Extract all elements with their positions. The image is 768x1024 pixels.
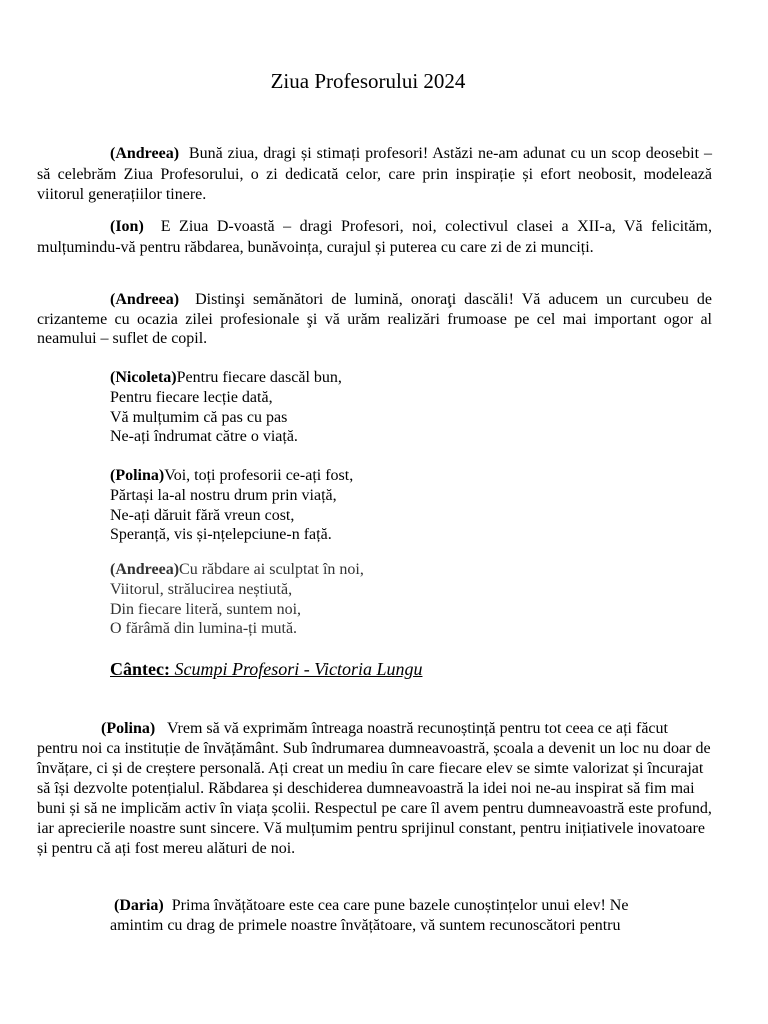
paragraph-ion xyxy=(37,217,712,258)
speaker-label: (Ion) xyxy=(110,218,144,235)
speaker-label: (Nicoleta) xyxy=(110,369,177,386)
verse-line: Ne-ați dăruit fără vreun cost, xyxy=(110,506,295,524)
verse-nicoleta xyxy=(110,368,342,447)
song-title: Scumpi Profesori - Victoria Lungu xyxy=(174,659,423,679)
song-label: Cântec: xyxy=(110,659,170,679)
paragraph-text: Vrem să vă exprimăm întreaga noastră recunoștință pentru tot ceea ce ați făcut pentru noi ca instituție de învățământ. Sub îndrumarea dumneavoastră, școala a devenit un loc nu doar de învățare, ci și de creștere personală. Ați creat un mediu în care fiecare elev se simte valorizat și încurajat să își dezvolte potențialul. Răbdarea și deschiderea dumneavoastră la idei noi ne-au inspirat să fim mai buni și să ne implicăm activ în viața școlii. Respectul pe care îl avem pentru dumneavoastră este profund, iar aprecierile noastre sunt sincere. Vă mulțumim pentru sprijinul constant, pentru inițiativele inovatoare și pentru că ați fost mereu alături de noi. xyxy=(37,720,712,857)
paragraph-andreea-1 xyxy=(37,144,712,206)
verse-line: Din fiecare literă, suntem noi, xyxy=(110,600,302,618)
verse-line: Speranță, vis și-nțelepciune-n față. xyxy=(110,526,332,544)
paragraph-daria: (Daria) Prima învățătoare este cea care pune bazele cunoștințelor unui elev! Ne amintim cu drag de primele noastre învățătoare, vă suntem recunoscători pentru xyxy=(110,897,629,934)
speaker-label: (Andreea) xyxy=(110,145,180,162)
verse-line: (Andreea)Cu răbdare ai sculptat în noi, xyxy=(110,561,364,578)
verse-line: Vă mulțumim că pas cu pas xyxy=(110,408,288,426)
verse-line: (Polina)Voi, toți profesorii ce-ați fost, xyxy=(110,467,354,484)
paragraph-text: Distinşi semănători de lumină, onoraţi dascăli! Vă aducem un curcubeu de crizanteme cu ocazia zilei profesionale şi vă urăm realizări frumoase pe cel mai important ogor al neamului – suflet de copil. xyxy=(37,291,712,347)
verse-polina xyxy=(110,466,353,545)
verse-line: O fărâmă din lumina-ți mută. xyxy=(110,620,298,638)
speaker-label: (Andreea) xyxy=(110,291,180,308)
speaker-label: (Daria) xyxy=(114,897,164,914)
verse-line: Părtași la-al nostru drum prin viață, xyxy=(110,486,337,504)
verse-andreea xyxy=(110,560,364,639)
paragraph-text: E Ziua D-voastă – dragi Profesori, noi, colectivul clasei a XII-a, Vă felicităm, mulțumindu-vă pentru răbdarea, bunăvoința, curajul și puterea cu care zi de zi munciți. xyxy=(37,218,713,256)
verse-line: Pentru fiecare lecție dată, xyxy=(110,388,273,406)
page-title: Ziua Profesorului 2024 xyxy=(270,69,466,93)
verse-line: Viitorul, strălucirea neștiută, xyxy=(110,580,293,598)
paragraph-polina xyxy=(37,719,712,859)
paragraph-andreea-2 xyxy=(37,290,712,349)
song-heading xyxy=(110,659,422,680)
speaker-label: (Andreea) xyxy=(110,561,180,578)
verse-line: Ne-ați îndrumat către o viață. xyxy=(110,428,298,446)
speaker-label: (Polina) xyxy=(101,720,156,737)
paragraph-text: Bună ziua, dragi și stimați profesori! Astăzi ne-am adunat cu un scop deosebit – să celebrăm Ziua Profesorului, o zi dedicată celor, care prin inspirație și efort neobosit, modelează viitorul generațiilor tinere. xyxy=(37,145,713,203)
speaker-label: (Polina) xyxy=(110,467,165,484)
verse-line: (Nicoleta)Pentru fiecare dascăl bun, xyxy=(110,369,342,386)
